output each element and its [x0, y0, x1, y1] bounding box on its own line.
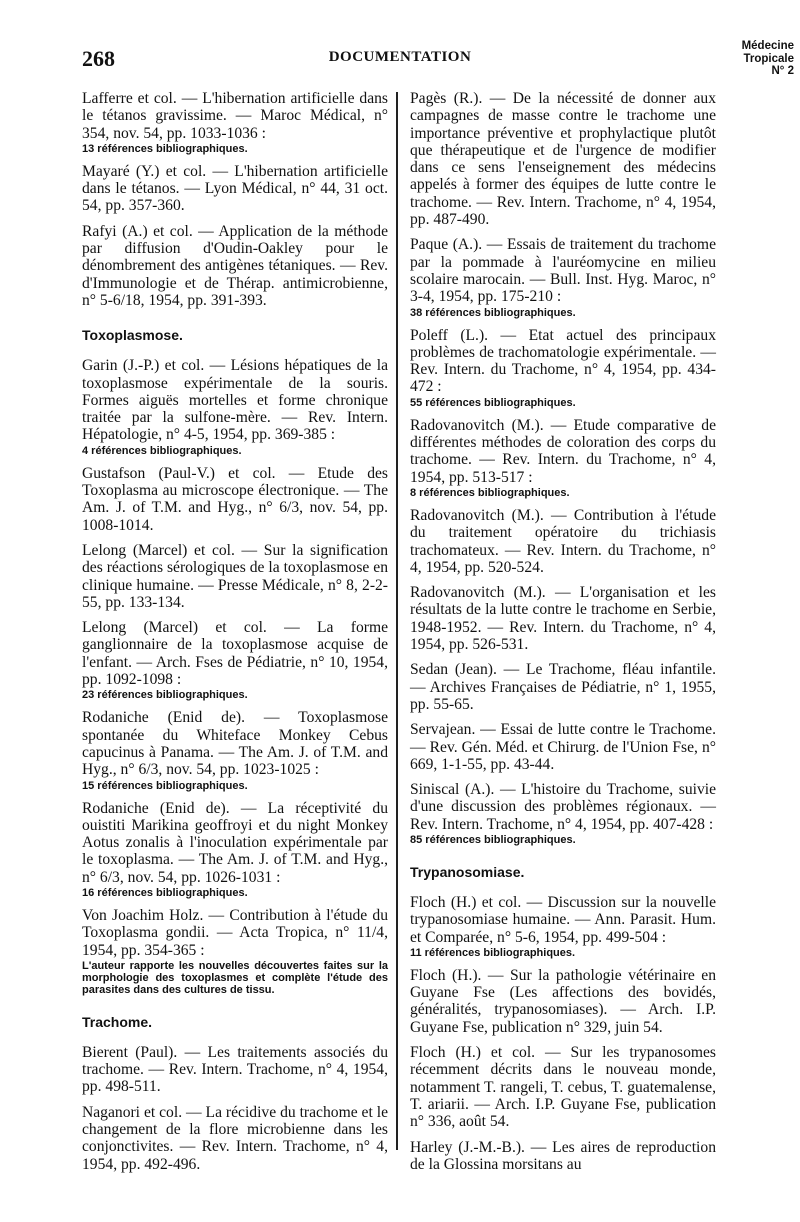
entry-note: 8 références bibliographiques. [410, 486, 570, 499]
entry-citation: Mayaré (Y.) et col. — L'hibernation artificielle dans le tétanos. — Lyon Médical, n° 44, 31 oct. 54, pp. 357-360. [82, 162, 388, 215]
bibliography-entry [82, 465, 388, 534]
entry-note: L'auteur rapporte les nouvelles découvertes faites sur la morphologie des toxoplasmes et complète l'étude des parasites dans des cultures de tissu. [82, 959, 388, 996]
bibliography-entry [82, 357, 388, 456]
bibliography-entry [410, 236, 716, 318]
page-number: 268 [82, 46, 115, 71]
entry-citation: Siniscal (A.). — L'histoire du Trachome, suivie d'une discussion des problèmes régionaux. — Rev. Intern. Trachome, n° 4, 1954, pp. 407-428 : [410, 781, 716, 833]
bibliography-entry [82, 907, 388, 996]
entry-citation: Floch (H.) et col. — Discussion sur la nouvelle trypanosomiase humaine. — Ann. Parasit. Hum. et Comparée, n° 5-6, 1954, pp. 499-504 : [410, 893, 716, 946]
section-heading: Trachome. [82, 1013, 153, 1030]
entry-note: 55 références bibliographiques. [410, 396, 576, 409]
entry-citation: Floch (H.). — Sur la pathologie vétérinaire en Guyane Fse (Les affections des bovidés, généralités, trypanosomiases). — Arch. I.P. Guyane Fse, publication n° 329, juin 54. [410, 966, 716, 1036]
bibliography-entry [82, 163, 388, 215]
entry-note: 15 références bibliographiques. [82, 779, 248, 792]
bibliography-entry [82, 1044, 388, 1096]
bibliography-entry [82, 90, 388, 155]
journal-tag-line: Tropicale [743, 52, 794, 65]
bibliography-entry [410, 1139, 716, 1174]
entry-citation: Rodaniche (Enid de). — La réceptivité du ouistiti Marikina geoffroyi et du night Monkey Aotus zonalis à l'inoculation expérimentale par le toxoplasma. — The Am. J. of T.M. and Hyg., n° 6/3, nov. 54, pp. 1026-1031 : [82, 799, 388, 886]
entry-citation: Garin (J.-P.) et col. — Lésions hépatiques de la toxoplasmose expérimentale de la souris. Formes aiguës mortelles et forme chronique traitée par la sulfone-mère. — Rev. Intern. Hépatologie, n° 4-5, 1954, pp. 369-385 : [82, 357, 388, 444]
right-column [410, 90, 716, 1181]
section-heading: Trypanosomiase. [410, 863, 525, 880]
entry-citation: Poleff (L.). — Etat actuel des principaux problèmes de trachomatologie expérimentale. — Rev. Intern. du Trachome, n° 4, 1954, pp. 434-472 : [410, 326, 716, 396]
entry-citation: Lelong (Marcel) et col. — La forme ganglionnaire de la toxoplasmose acquise de l'enfant. — Arch. Fses de Pédiatrie, n° 10, 1954, pp. 1092-1098 : [82, 619, 388, 689]
bibliography-entry [410, 507, 716, 576]
bibliography-entry [410, 584, 716, 653]
entry-note: 11 références bibliographiques. [410, 946, 576, 959]
bibliography-entry [410, 967, 716, 1036]
entry-note: 4 références bibliographiques. [82, 444, 242, 457]
bibliography-entry [82, 800, 388, 899]
entry-citation: Rafyi (A.) et col. — Application de la méthode par diffusion d'Oudin-Oakley pour le dénombrement des antigènes tétaniques. — Rev. d'Immunologie et de Thérap. antimicrobienne, n° 5-6/18, 1954, pp. 391-393. [82, 222, 388, 309]
journal-tag-line: Médecine [741, 40, 794, 52]
entry-citation: Lelong (Marcel) et col. — Sur la signification des réactions sérologiques de la toxoplasmose en clinique humaine. — Presse Médicale, n° 8, 2-2-55, pp. 133-134. [82, 541, 388, 611]
bibliography-entry [82, 709, 388, 791]
entry-note: 85 références bibliographiques. [410, 833, 576, 846]
entry-citation: Servajean. — Essai de lutte contre le Trachome. — Rev. Gén. Méd. et Chirurg. de l'Union Fse, n° 669, 1-1-55, pp. 43-44. [410, 721, 716, 773]
journal-tag-line: N° 2 [771, 65, 794, 77]
bibliography-entry [82, 1104, 388, 1173]
entry-citation: Gustafson (Paul-V.) et col. — Etude des Toxoplasma au microscope électronique. — The Am. J. of T.M. and Hyg., n° 6/3, nov. 54, pp. 1008-1014. [82, 464, 388, 534]
bibliography-entry [82, 542, 388, 611]
entry-note: 13 références bibliographiques. [82, 142, 248, 155]
entry-citation: Lafferre et col. — L'hibernation artificielle dans le tétanos gravissime. — Maroc Médical, n° 354, nov. 54, pp. 1033-1036 : [82, 90, 388, 142]
bibliography-entry [410, 781, 716, 846]
running-title: DOCUMENTATION [328, 49, 472, 65]
bibliography-entry [410, 1044, 716, 1130]
entry-citation: Von Joachim Holz. — Contribution à l'étude du Toxoplasma gondii. — Acta Tropica, n° 11/4, 1954, pp. 354-365 : [82, 906, 388, 959]
entry-citation: Radovanovitch (M.). — L'organisation et les résultats de la lutte contre le trachome en Serbie, 1948-1952. — Rev. Intern. du Trachome, n° 4, 1954, pp. 526-531. [410, 584, 716, 654]
entry-note: 23 références bibliographiques. [82, 689, 248, 702]
bibliography-entry [82, 223, 388, 309]
entry-citation: Paque (A.). — Essais de traitement du trachome par la pommade à l'auréomycine en milieu scolaire marocain. — Bull. Inst. Hyg. Maroc, n° 3-4, 1954, pp. 175-210 : [410, 236, 716, 306]
bibliography-entry [410, 894, 716, 959]
bibliography-entry [410, 90, 716, 228]
bibliography-entry [410, 721, 716, 773]
left-column [82, 90, 388, 1181]
entry-citation: Harley (J.-M.-B.). — Les aires de reproduction de la Glossina morsitans au [410, 1138, 716, 1173]
entry-citation: Pagès (R.). — De la nécessité de donner aux campagnes de masse contre le trachome une importance préventive et prophylactique plutôt que thérapeutique et de l'urgence de modifier dans ce sens l'enseignement des médecins appelés à former des équipes de lutte contre le trachome. — Rev. Intern. Trachome, n° 4, 1954, pp. 487-490. [410, 90, 716, 229]
entry-citation: Floch (H.) et col. — Sur les trypanosomes récemment décrits dans le nouveau monde, notamment T. rangeli, T. cebus, T. guatemalense, T. ariarii. — Arch. I.P. Guyane Fse, publication n° 336, août 54. [410, 1044, 716, 1131]
bibliography-entry [410, 417, 716, 499]
entry-note: 16 références bibliographiques. [82, 886, 248, 899]
bibliography-entry [82, 619, 388, 701]
entry-citation: Radovanovitch (M.). — Etude comparative de différentes méthodes de coloration des corps du trachome. — Rev. Intern. du Trachome, n° 4, 1954, pp. 513-517 : [410, 416, 716, 486]
entry-citation: Bierent (Paul). — Les traitements associés du trachome. — Rev. Intern. Trachome, n° 4, 1954, pp. 498-511. [82, 1043, 388, 1096]
column-divider [396, 92, 398, 1150]
bibliography-entry [410, 661, 716, 713]
journal-tag [742, 40, 794, 78]
entry-citation: Sedan (Jean). — Le Trachome, fléau infantile. — Archives Françaises de Pédiatrie, n° 1, 1955, pp. 55-65. [410, 661, 716, 713]
entry-note: 38 références bibliographiques. [410, 306, 576, 319]
section-heading: Toxoplasmose. [82, 327, 183, 344]
entry-citation: Radovanovitch (M.). — Contribution à l'étude du traitement opératoire du trichiasis trachomateux. — Rev. Intern. du Trachome, n° 4, 1954, pp. 520-524. [410, 506, 716, 576]
entry-citation: Rodaniche (Enid de). — Toxoplasmose spontanée du Whiteface Monkey Cebus capucinus à Panama. — The Am. J. of T.M. and Hyg., n° 6/3, nov. 54, pp. 1023-1025 : [82, 709, 388, 779]
entry-citation: Naganori et col. — La récidive du trachome et le changement de la flore microbienne dans les conjonctivites. — Rev. Intern. Trachome, n° 4, 1954, pp. 492-496. [82, 1103, 388, 1173]
bibliography-entry [410, 327, 716, 409]
